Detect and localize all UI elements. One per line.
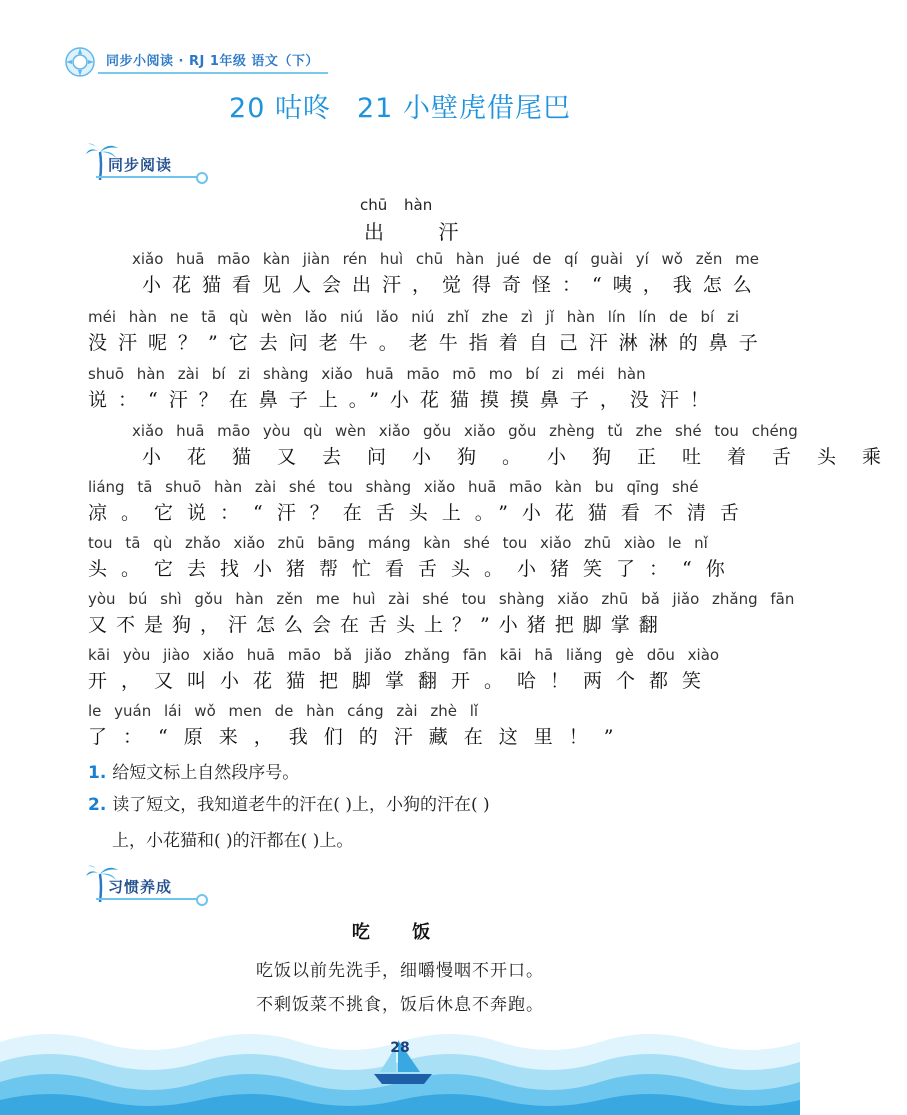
sun-logo-icon <box>62 46 102 78</box>
story-pinyin-line: yòu bú shì gǒu hàn zěn me huì zài shé tou shàng xiǎo zhū bǎ jiǎo zhǎng fān <box>88 590 795 608</box>
section-label-reading: 同步阅读 <box>108 156 173 174</box>
story-text-line: 了：“原来，我们的汗藏在这里！” <box>88 726 630 748</box>
question-2-continued <box>112 826 353 851</box>
poem-line: 不剩饭菜不挑食，饭后休息不奔跑。 <box>256 995 544 1015</box>
story-pinyin-line: xiǎo huā māo yòu qù wèn xiǎo gǒu xiǎo gǒu zhèng tǔ zhe shé tou chéng <box>132 422 798 440</box>
header-underline <box>98 72 328 74</box>
story-text-line: 凉。它说：“汗？在舌头上。”小花猫看不清舌 <box>88 502 753 524</box>
question-1 <box>88 758 299 783</box>
story-pinyin-line: shuō hàn zài bí zi shàng xiǎo huā māo mō mo bí zi méi hàn <box>88 365 646 383</box>
story-text-line: 小花猫看见人会出汗，觉得奇怪：“咦，我怎么 <box>142 274 763 296</box>
section-header-reading <box>86 140 226 184</box>
title-part-1: 20 咕咚 <box>229 93 331 124</box>
story-pinyin-line: le yuán lái wǒ men de hàn cáng zài zhè lǐ <box>88 702 479 720</box>
question-number: 2. <box>88 795 107 815</box>
header-title: 同步小阅读 · RJ 1年级 语文（下） <box>106 54 319 69</box>
story-text-line: 小花猫又去问小狗。小狗正吐着舌头乘 <box>142 446 907 468</box>
story-text-line: 又不是狗，汗怎么会在舌头上？”小猪把脚掌翻 <box>88 614 667 636</box>
wave-decoration <box>0 1020 800 1115</box>
story-title: 出 汗 <box>364 220 483 244</box>
title-part-2: 21 小壁虎借尾巴 <box>357 93 571 124</box>
story-pinyin-line: tou tā qù zhǎo xiǎo zhū bāng máng kàn shé tou xiǎo zhū xiào le nǐ <box>88 534 708 552</box>
question-text[interactable]: 上，小花猫和( )的汗都在( )上。 <box>112 831 354 851</box>
question-number: 1. <box>88 763 107 783</box>
section-line <box>96 176 200 178</box>
section-header-habits <box>86 862 226 906</box>
story-pinyin-line: xiǎo huā māo kàn jiàn rén huì chū hàn jué de qí guài yí wǒ zěn me <box>132 250 759 268</box>
question-2 <box>88 790 490 815</box>
poem-title: 吃 饭 <box>351 922 449 943</box>
story-text-line: 说：“汗？在鼻子上。”小花猫摸摸鼻子，没汗！ <box>88 389 720 411</box>
story-pinyin-line: kāi yòu jiào xiǎo huā māo bǎ jiǎo zhǎng fān kāi hā liǎng gè dōu xiào <box>88 646 720 664</box>
story-pinyin-line: liáng tā shuō hàn zài shé tou shàng xiǎo huā māo kàn bu qīng shé <box>88 478 699 496</box>
section-line-end <box>196 894 208 906</box>
section-line-end <box>196 172 208 184</box>
question-text[interactable]: 读了短文，我知道老牛的汗在( )上，小狗的汗在( ) <box>112 795 490 815</box>
story-title-pinyin: chū hàn <box>360 196 433 214</box>
story-text-line: 头。它去找小猪帮忙看舌头。小猪笑了：“你 <box>88 558 739 580</box>
page-header <box>62 42 322 82</box>
story-text-line: 开，又叫小花猫把脚掌翻开。哈！两个都笑 <box>88 670 716 692</box>
page-number: 28 <box>390 1040 410 1056</box>
story-text-line: 没汗呢？”它去问老牛。老牛指着自己汗淋淋的鼻子 <box>88 332 769 354</box>
section-line <box>96 898 200 900</box>
page-title <box>0 86 800 125</box>
poem-line: 吃饭以前先洗手，细嚼慢咽不开口。 <box>256 961 544 981</box>
question-text: 给短文标上自然段序号。 <box>112 763 300 783</box>
section-label-habits: 习惯养成 <box>108 878 173 896</box>
story-pinyin-line: méi hàn ne tā qù wèn lǎo niú lǎo niú zhǐ zhe zì jǐ hàn lín lín de bí zi <box>88 308 739 326</box>
